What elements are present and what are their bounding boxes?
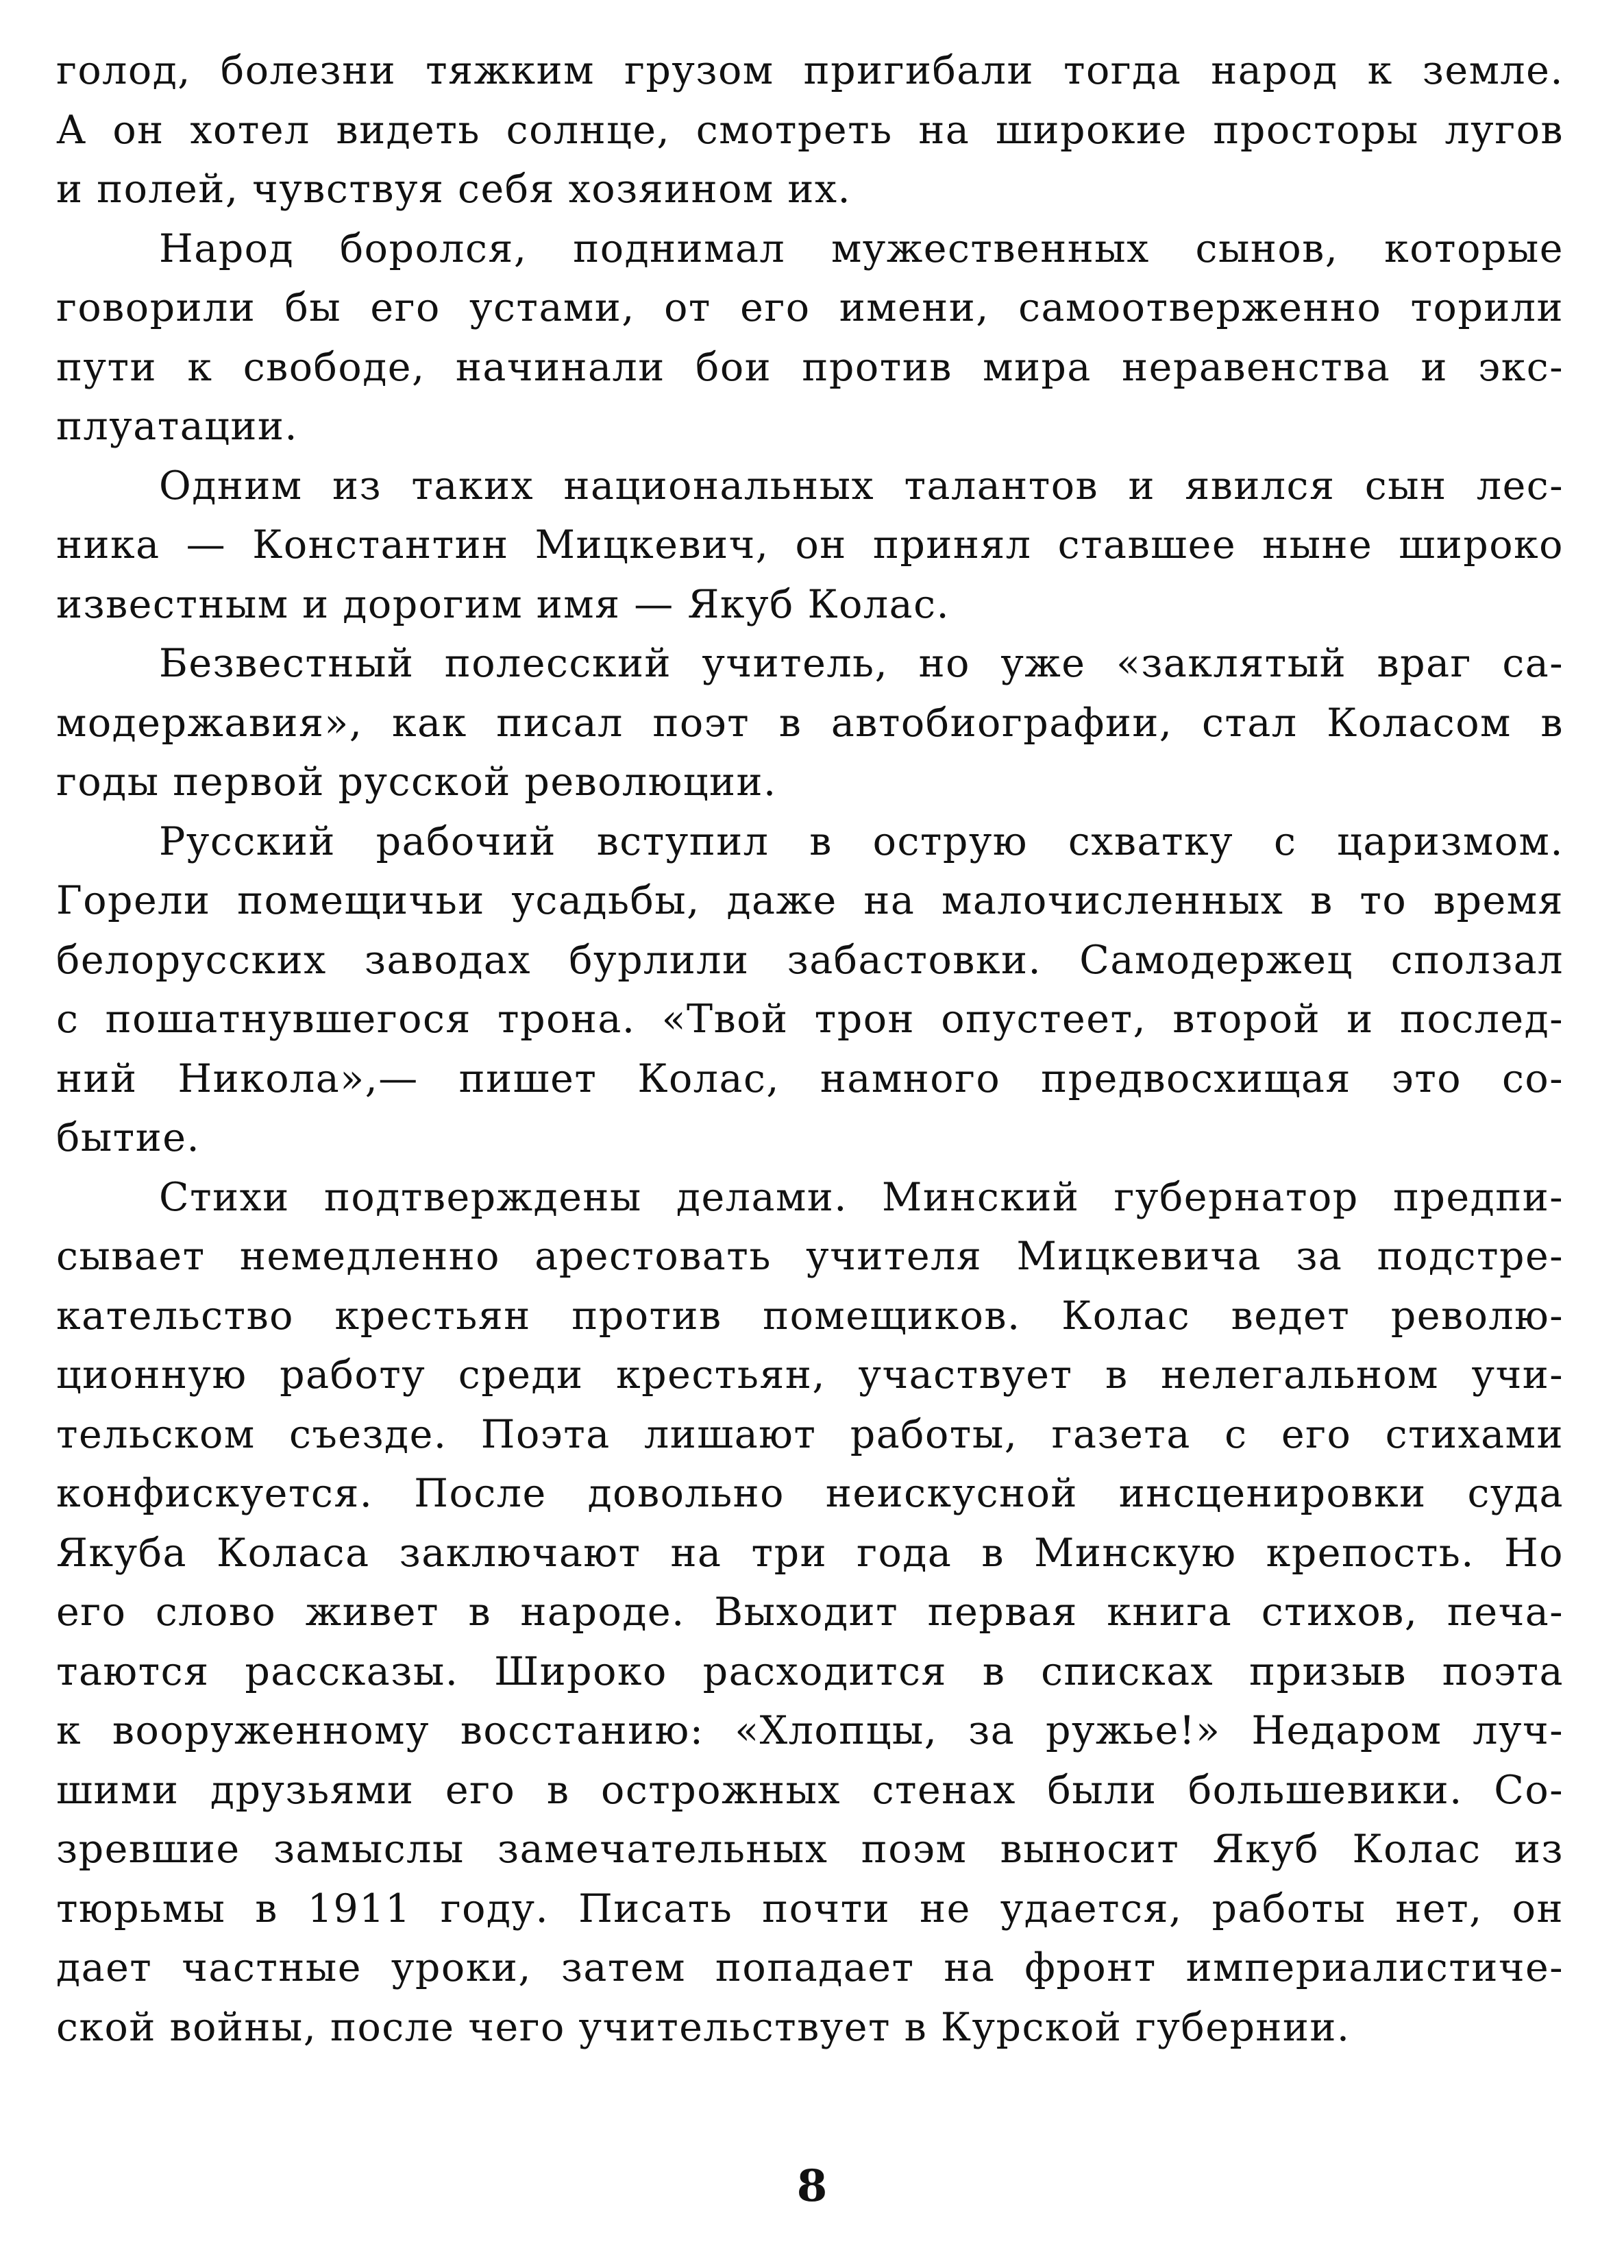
text-line: известным и дорогим имя — Якуб Колас. [56,581,950,627]
text-line: ционную работу среди крестьян, участвует в нелегальном учи- [56,1352,1564,1398]
text-line: кательство крестьян против помещиков. Колас ведет револю- [56,1293,1564,1339]
text-line: белорусских заводах бурлили забастовки. Самодержец сползал [56,937,1564,983]
text-line: тельском съезде. Поэта лишают работы, газета с его стихами [56,1411,1564,1457]
paragraph-3 [56,456,1564,635]
text-line: дает частные уроки, затем попадает на фронт империалистиче- [56,1945,1564,1990]
paragraph-1 [56,41,1564,219]
paragraph-6 [56,1168,1564,2058]
text-line: плуатации. [56,404,298,449]
text-line: конфискуется. После довольно неискусной инсценировки суда [56,1471,1564,1516]
text-line: Безвестный полесский учитель, но уже «заклятый враг са- [159,641,1564,686]
text-line: ний Никола»,— пишет Колас, намного предвосхищая это со- [56,1056,1564,1101]
text-line: с пошатнувшегося трона. «Твой трон опустеет, второй и послед- [56,997,1564,1042]
text-line: говорили бы его устами, от его имени, самоотверженно торили [56,285,1564,330]
text-line: модержавия», как писал поэт в автобиографии, стал Коласом в [56,700,1564,746]
text-line: его слово живет в народе. Выходит первая книга стихов, печа- [56,1589,1564,1635]
text-line: голод, болезни тяжким грузом пригибали тогда народ к земле. [56,48,1564,93]
body-text [56,41,1564,2057]
text-line: А он хотел видеть солнце, смотреть на широкие просторы лугов [56,107,1564,153]
text-line: ской войны, после чего учительствует в Курской губернии. [56,2004,1351,2050]
text-line: годы первой русской революции. [56,759,777,805]
text-line: сывает немедленно арестовать учителя Мицкевича за подстре- [56,1234,1564,1279]
text-line: шими друзьями его в острожных стенах были большевики. Со- [56,1767,1564,1813]
text-line: таются рассказы. Широко расходится в списках призыв поэта [56,1648,1564,1694]
text-line: Одним из таких национальных талантов и явился сын лес- [159,463,1564,509]
text-line: бытие. [56,1115,201,1160]
text-line: пути к свободе, начинали бои против мира неравенства и экс- [56,344,1564,390]
text-line: к вооруженному восстанию: «Хлопцы, за ружье!» Недаром луч- [56,1708,1564,1753]
paragraph-4 [56,634,1564,812]
text-line: тюрьмы в 1911 году. Писать почти не удается, работы нет, он [56,1886,1564,1931]
text-line: ника — Константин Мицкевич, он принял ставшее ныне широко [56,522,1564,568]
paragraph-5 [56,812,1564,1168]
text-line: зревшие замыслы замечательных поэм выносит Якуб Колас из [56,1827,1564,1872]
page-number: 8 [796,2160,828,2212]
text-line: Якуба Коласа заключают на три года в Минскую крепость. Но [56,1530,1564,1576]
text-line: Народ боролся, поднимал мужественных сынов, которые [159,225,1564,271]
text-line: Горели помещичьи усадьбы, даже на малочисленных в то время [56,878,1564,923]
text-line: Русский рабочий вступил в острую схватку с царизмом. [159,818,1564,864]
paragraph-2 [56,219,1564,456]
text-line: Стихи подтверждены делами. Минский губернатор предпи- [159,1174,1564,1220]
text-line: и полей, чувствуя себя хозяином их. [56,167,852,212]
